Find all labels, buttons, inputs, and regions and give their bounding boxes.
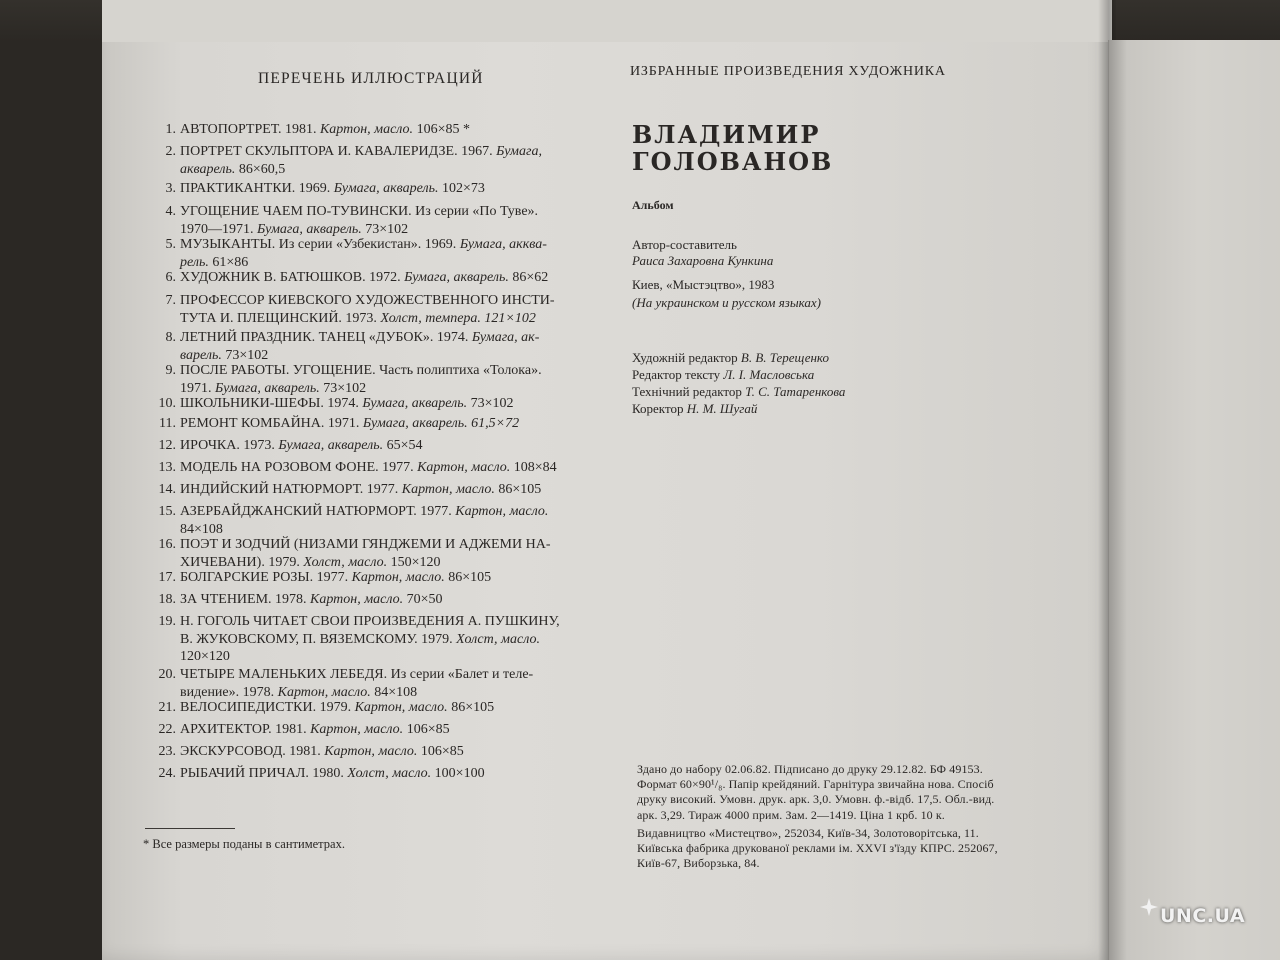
illustration-text xyxy=(180,666,620,701)
illustration-number: 18. xyxy=(158,592,176,607)
illustration-line xyxy=(180,269,620,287)
illustration-medium: Картон, масло. xyxy=(310,722,407,737)
illustration-caption: РЫБАЧИЙ ПРИЧАЛ. 1980. xyxy=(180,766,348,781)
illustration-caption: 70×50 xyxy=(406,592,443,607)
illustration-medium: Холст, масло. xyxy=(347,766,435,781)
illustration-text xyxy=(180,362,620,397)
illustration-number: 16. xyxy=(158,537,176,552)
illustration-number: 4. xyxy=(165,204,176,219)
illustration-caption: РЕМОНТ КОМБАЙНА. 1971. xyxy=(180,416,363,431)
credit-name: Т. С. Татаренкова xyxy=(745,384,846,399)
illustration-number: 14. xyxy=(158,482,176,497)
album-label: Альбом xyxy=(632,198,674,212)
illustration-line xyxy=(180,415,620,433)
illustration-caption: 150×120 xyxy=(390,554,441,570)
illustration-caption: ХИЧЕВАНИ). 1979. xyxy=(180,554,304,570)
credit-role: Технічний редактор xyxy=(632,384,746,399)
illustration-caption: ЗА ЧТЕНИЕМ. 1978. xyxy=(180,592,311,607)
illustration-caption: ПОРТРЕТ СКУЛЬПТОРА И. КАВАЛЕРИДЗЕ. 1967. xyxy=(180,144,497,159)
illustration-medium: Картон, масло. xyxy=(319,122,417,137)
illustration-caption: АЗЕРБАЙДЖАНСКИЙ НАТЮРМОРТ. 1977. xyxy=(180,504,456,519)
illustration-line xyxy=(180,203,620,221)
illustration-line xyxy=(180,180,620,198)
illustration-caption: 106×85 * xyxy=(416,122,470,137)
illustration-caption: 65×54 xyxy=(386,438,423,453)
illustration-caption: БОЛГАРСКИЕ РОЗЫ. 1977. xyxy=(180,570,352,585)
illustration-line xyxy=(180,503,620,521)
illustration-medium: Бумага, акварель. xyxy=(215,380,324,396)
illustration-number: 21. xyxy=(158,700,176,715)
illustration-medium: Холст, масло. xyxy=(303,554,391,570)
illustration-caption: 120×120 xyxy=(180,649,230,664)
illustration-medium: Картон, масло. xyxy=(351,570,449,585)
illustration-caption: 1971. xyxy=(180,380,215,396)
illustration-caption: ПРОФЕССОР КИЕВСКОГО ХУДОЖЕСТВЕННОГО ИНСТИ- xyxy=(180,293,555,308)
illustration-medium: Картон, масло. xyxy=(354,700,452,715)
illustration-text xyxy=(180,569,620,587)
illustration-caption: ЭКСКУРСОВОД. 1981. xyxy=(180,744,325,759)
illustration-text xyxy=(180,503,620,538)
illustration-caption: 86×105 xyxy=(498,482,542,497)
illustration-number: 22. xyxy=(158,722,176,737)
illustration-text xyxy=(180,292,620,327)
illustration-line xyxy=(180,743,620,761)
illustration-line xyxy=(180,591,620,609)
illustration-line xyxy=(180,236,620,254)
illustration-text xyxy=(180,395,620,413)
illustration-caption: 86×105 xyxy=(448,570,492,585)
illustration-line xyxy=(180,437,620,455)
illustration-medium: Картон, масло. xyxy=(417,460,514,475)
illustration-number: 19. xyxy=(158,614,176,629)
illustration-medium: Картон, масло. xyxy=(455,504,549,519)
illustration-text xyxy=(180,269,620,287)
credit-name: В. В. Терещенко xyxy=(740,350,829,365)
illustration-number: 10. xyxy=(158,396,176,411)
footnote-rule xyxy=(145,828,235,829)
illustration-caption: ШКОЛЬНИКИ-ШЕФЫ. 1974. xyxy=(180,396,363,411)
illustration-text xyxy=(180,765,620,783)
illustration-line xyxy=(180,613,620,631)
illustration-number: 23. xyxy=(158,744,176,759)
watermark: UNC.UA xyxy=(1160,905,1246,927)
illustration-text xyxy=(180,699,620,717)
illustration-line xyxy=(180,536,620,554)
illustration-line xyxy=(180,699,620,717)
compiler-name: Раиса Захаровна Кункина xyxy=(632,253,774,268)
illustration-text xyxy=(180,236,620,271)
illustration-medium: акварель. xyxy=(180,161,239,177)
credit-row xyxy=(632,383,845,400)
illustration-text xyxy=(180,121,620,139)
credit-name: Н. М. Шугай xyxy=(686,401,758,416)
illustration-text xyxy=(180,536,620,571)
illustration-caption: 100×100 xyxy=(434,766,485,781)
illustration-number: 6. xyxy=(165,270,176,285)
illustration-line xyxy=(180,310,620,328)
illustration-number: 11. xyxy=(159,416,176,431)
credit-role: Художній редактор xyxy=(632,350,741,365)
illustration-number: 8. xyxy=(165,330,176,345)
illustration-medium: Бумага, акварель. xyxy=(278,438,387,453)
illustration-caption: 86×105 xyxy=(451,700,495,715)
illustration-caption: 73×102 xyxy=(323,380,367,396)
illustration-caption: 73×102 xyxy=(365,221,409,237)
credit-row xyxy=(632,400,845,417)
illustration-line xyxy=(180,143,620,161)
illustration-line xyxy=(180,292,620,310)
illustration-text xyxy=(180,203,620,238)
watermark-star-icon xyxy=(1140,898,1158,916)
illustration-caption: ТУТА И. ПЛЕЩИНСКИЙ. 1973. xyxy=(180,310,381,326)
illustration-line xyxy=(180,569,620,587)
illustration-caption: 106×85 xyxy=(406,722,450,737)
illustration-number: 2. xyxy=(165,144,176,159)
credit-role: Коректор xyxy=(632,401,687,416)
illustration-medium: Бумага, акварель. xyxy=(257,221,366,237)
illustration-number: 1. xyxy=(165,122,176,137)
imprint-line: Київська фабрика друкованої реклами ім. XXVI з'їзду КПРС. 252067, xyxy=(637,841,998,856)
illustration-caption: 84×108 xyxy=(374,684,418,700)
illustration-number: 15. xyxy=(158,504,176,519)
illustration-medium: Картон, масло. xyxy=(310,592,407,607)
illustration-number: 7. xyxy=(165,293,176,308)
illustration-line xyxy=(180,721,620,739)
illustration-text xyxy=(180,481,620,499)
illustration-medium: Бумага, xyxy=(496,144,542,159)
illustration-line xyxy=(180,666,620,684)
illustration-caption: 73×102 xyxy=(470,396,514,411)
illustration-medium: Картон, масло. xyxy=(401,482,499,497)
illustration-caption: ПОЭТ И ЗОДЧИЙ (НИЗАМИ ГЯНДЖЕМИ И АДЖЕМИ НА- xyxy=(180,537,551,552)
illustration-caption: 106×85 xyxy=(420,744,464,759)
illustration-line xyxy=(180,161,620,179)
credits-block xyxy=(632,349,845,417)
imprint-line: Формат 60×90¹/₈. Папір крейдяний. Гарнітура звичайна нова. Спосіб xyxy=(637,777,994,792)
illustration-medium: Холст, масло. xyxy=(456,631,540,647)
illustration-text xyxy=(180,613,620,666)
illustration-caption: 108×84 xyxy=(513,460,557,475)
selected-works-heading: ИЗБРАННЫЕ ПРОИЗВЕДЕНИЯ ХУДОЖНИКА xyxy=(630,64,946,79)
illustration-medium: Картон, масло. xyxy=(277,684,375,700)
illustration-medium: Холст, темпера. 121×102 xyxy=(380,310,536,326)
imprint-line: друку високий. Умовн. друк. арк. 3,0. Умовн. ф.-відб. 17,5. Обл.-вид. xyxy=(637,792,995,807)
illustration-medium: Бумага, акварель. xyxy=(362,396,471,411)
imprint-line: Здано до набору 02.06.82. Підписано до друку 29.12.82. БФ 49153. xyxy=(637,762,983,776)
illustration-line xyxy=(180,631,620,649)
illustration-caption: 73×102 xyxy=(225,347,269,363)
illustration-caption: видение». 1978. xyxy=(180,684,278,700)
imprint-block xyxy=(637,762,1107,871)
illustration-caption: ХУДОЖНИК В. БАТЮШКОВ. 1972. xyxy=(180,270,405,285)
illustration-caption: АРХИТЕКТОР. 1981. xyxy=(180,722,311,737)
illustration-caption: АВТОПОРТРЕТ. 1981. xyxy=(180,122,320,137)
illustration-text xyxy=(180,459,620,477)
illustration-line xyxy=(180,362,620,380)
illustration-line xyxy=(180,765,620,783)
illustration-caption: Н. ГОГОЛЬ ЧИТАЕТ СВОИ ПРОИЗВЕДЕНИЯ А. ПУШКИНУ, xyxy=(180,614,560,629)
illustration-number: 12. xyxy=(158,438,176,453)
illustration-text xyxy=(180,329,620,364)
illustration-caption: 61×86 xyxy=(212,254,249,270)
illustration-line xyxy=(180,395,620,413)
illustration-text xyxy=(180,743,620,761)
illustration-line xyxy=(180,329,620,347)
illustration-caption: УГОЩЕНИЕ ЧАЕМ ПО-ТУВИНСКИ. Из серии «По Туве». xyxy=(180,204,539,219)
illustration-line xyxy=(180,121,620,139)
illustration-text xyxy=(180,591,620,609)
illustration-medium: Бумага, акква- xyxy=(459,237,547,252)
publisher-line: Киев, «Мыстэцтво», 1983 xyxy=(632,277,775,292)
illustration-caption: ИРОЧКА. 1973. xyxy=(180,438,279,453)
illustration-caption: 86×60,5 xyxy=(238,161,286,177)
illustration-caption: ПОСЛЕ РАБОТЫ. УГОЩЕНИЕ. Часть полиптиха «Толока». xyxy=(180,363,542,378)
credit-name: Л. І. Масловська xyxy=(723,367,815,382)
imprint-line: Видавництво «Мистецтво», 252034, Київ-34, Золотоворітська, 11. xyxy=(637,825,979,840)
illustration-medium: варель. xyxy=(180,347,226,363)
illustration-caption: ИНДИЙСКИЙ НАТЮРМОРТ. 1977. xyxy=(180,482,402,497)
illustration-caption: ПРАКТИКАНТКИ. 1969. xyxy=(180,181,334,196)
illustration-caption: ЧЕТЫРЕ МАЛЕНЬКИХ ЛЕБЕДЯ. Из серии «Балет и теле- xyxy=(180,667,534,682)
illustration-caption: 1970—1971. xyxy=(180,221,257,237)
illustration-number: 24. xyxy=(158,766,176,781)
illustration-text xyxy=(180,143,620,178)
page-top-edge xyxy=(102,0,1112,42)
illustration-medium: Бумага, акварель. 61,5×72 xyxy=(362,416,520,431)
illustration-medium: рель. xyxy=(180,254,213,270)
illustration-number: 13. xyxy=(158,460,176,475)
illustration-number: 3. xyxy=(165,181,176,196)
illustration-line xyxy=(180,481,620,499)
illustration-medium: Картон, масло. xyxy=(324,744,421,759)
illustration-medium: Бумага, акварель. xyxy=(404,270,513,285)
illustration-number: 5. xyxy=(165,237,176,252)
illustration-caption: 102×73 xyxy=(442,181,485,196)
language-note: (На украинском и русском языках) xyxy=(632,295,821,310)
illustration-number: 20. xyxy=(158,667,176,682)
illustration-text xyxy=(180,721,620,739)
author-first-name: ВЛАДИМИР xyxy=(632,120,821,149)
illustration-caption: 84×108 xyxy=(180,521,223,537)
illustration-number: 9. xyxy=(165,363,176,378)
imprint-line: Київ-67, Виборзька, 84. xyxy=(637,856,760,871)
illustration-medium: Бумага, акварель. xyxy=(333,181,443,196)
illustrations-heading: ПЕРЕЧЕНЬ ИЛЛЮСТРАЦИЙ xyxy=(258,70,484,87)
illustration-caption: В. ЖУКОВСКОМУ, П. ВЯЗЕМСКОМУ. 1979. xyxy=(180,631,457,647)
illustration-caption: МУЗЫКАНТЫ. Из серии «Узбекистан». 1969. xyxy=(180,237,460,252)
illustration-line xyxy=(180,459,620,477)
illustration-line xyxy=(180,648,620,666)
illustration-text xyxy=(180,180,620,198)
illustration-text xyxy=(180,415,620,433)
illustration-caption: ВЕЛОСИПЕДИСТКИ. 1979. xyxy=(180,700,355,715)
compiler-label: Автор-составитель xyxy=(632,237,737,252)
credit-role: Редактор тексту xyxy=(632,367,724,382)
illustration-medium: Бумага, ак- xyxy=(471,330,540,345)
illustration-caption: 86×62 xyxy=(512,270,549,285)
illustration-caption: ЛЕТНИЙ ПРАЗДНИК. ТАНЕЦ «ДУБОК». 1974. xyxy=(180,330,472,345)
imprint-line: арк. 3,29. Тираж 4000 прим. Зам. 2—1419. Ціна 1 крб. 10 к. xyxy=(637,807,945,822)
author-name xyxy=(632,121,833,175)
credit-row xyxy=(632,366,845,383)
footnote: * Все размеры поданы в сантиметрах. xyxy=(143,837,345,851)
illustration-number: 17. xyxy=(158,570,176,585)
credit-row xyxy=(632,349,845,366)
illustration-caption: МОДЕЛЬ НА РОЗОВОМ ФОНЕ. 1977. xyxy=(180,460,418,475)
illustration-text xyxy=(180,437,620,455)
facing-page xyxy=(1108,40,1280,960)
author-last-name: ГОЛОВАНОВ xyxy=(632,147,834,176)
